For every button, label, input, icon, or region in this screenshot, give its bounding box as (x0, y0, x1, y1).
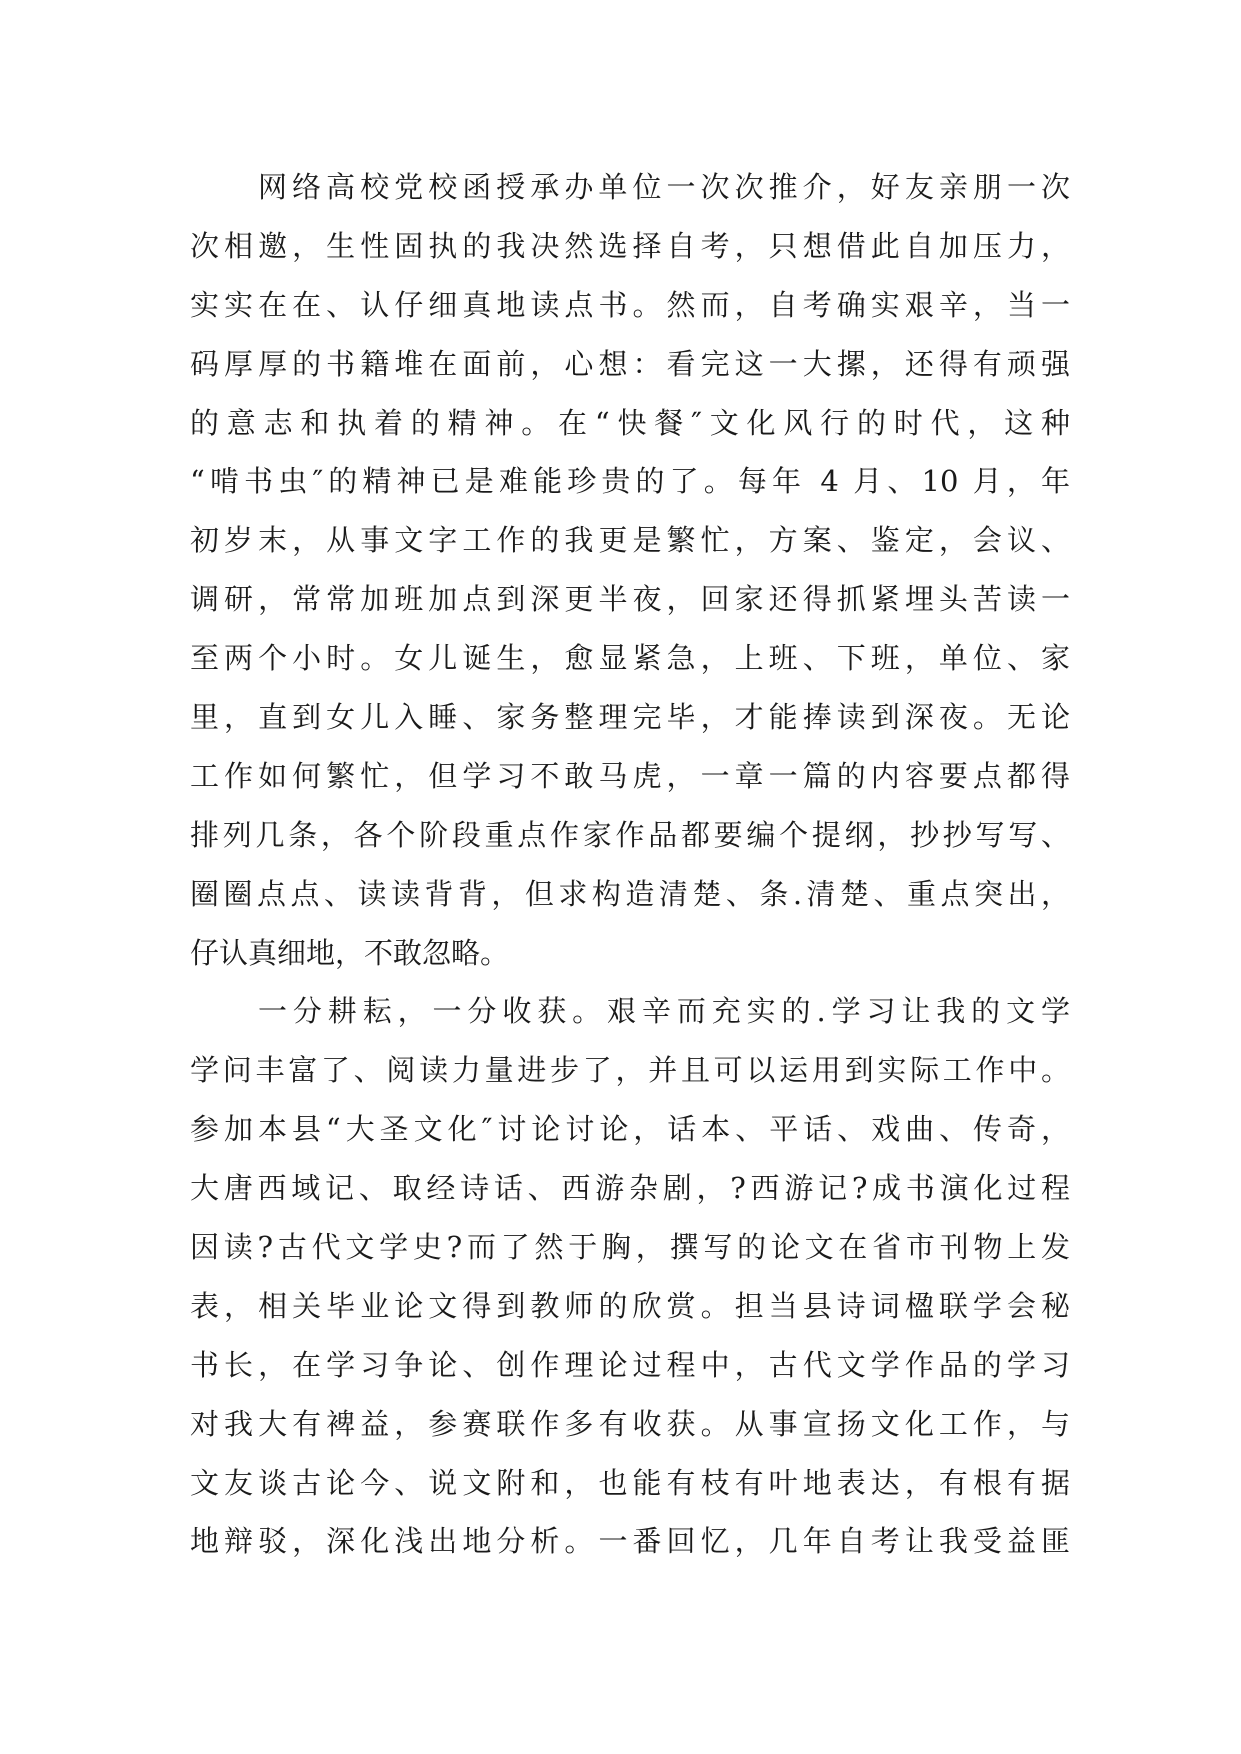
text-line: 次相邀，生性固执的我决然选择自考，只想借此自加压力， (190, 228, 1070, 263)
text-line: 学问丰富了、阅读力量进步了，并且可以运用到实际工作中。 (190, 1053, 1070, 1088)
text-line: 初岁末，从事文字工作的我更是繁忙，方案、鉴定，会议、 (190, 523, 1070, 558)
text-line: 书长，在学习争论、创作理论过程中，古代文学作品的学习 (190, 1347, 1070, 1382)
text-line: 调研，常常加班加点到深更半夜，回家还得抓紧埋头苦读一 (190, 582, 1070, 617)
text-line: 网络高校党校函授承办单位一次次推介，好友亲朋一次 (258, 170, 1070, 204)
text-line: 表，相关毕业论文得到教师的欣赏。担当县诗词楹联学会秘 (190, 1288, 1070, 1323)
text-line: 工作如何繁忙，但学习不敢马虎，一章一篇的内容要点都得 (190, 758, 1070, 793)
text-line: 参加本县“大圣文化″讨论讨论，话本、平话、戏曲、传奇， (190, 1112, 1070, 1147)
text-line: 地辩驳，深化浅出地分析。一番回忆，几年自考让我受益匪 (190, 1524, 1070, 1559)
text-line: 圈圈点点、读读背背，但求构造清楚、条.清楚、重点突出， (190, 876, 1070, 911)
text-line: 仔认真细地，不敢忽略。 (190, 935, 510, 970)
text-line: 码厚厚的书籍堆在面前，心想：看完这一大摞，还得有顽强 (190, 346, 1070, 381)
text-line: “啃书虫″的精神已是难能珍贵的了。每年 4 月、10 月，年 (190, 464, 1070, 499)
text-line: 对我大有裨益，参赛联作多有收获。从事宣扬文化工作，与 (190, 1406, 1070, 1441)
text-line: 实实在在、认仔细真地读点书。然而，自考确实艰辛，当一 (190, 287, 1070, 322)
text-line: 里，直到女儿入睡、家务整理完毕，才能捧读到深夜。无论 (190, 700, 1070, 735)
text-line: 排列几条，各个阶段重点作家作品都要编个提纲，抄抄写写、 (190, 817, 1070, 852)
text-line: 大唐西域记、取经诗话、西游杂剧，?西游记?成书演化过程 (190, 1171, 1070, 1206)
text-line: 文友谈古论今、说文附和，也能有枝有叶地表达，有根有据 (190, 1465, 1070, 1500)
text-line: 一分耕耘，一分收获。艰辛而充实的.学习让我的文学 (258, 994, 1070, 1029)
text-line: 至两个小时。女儿诞生，愈显紧急，上班、下班，单位、家 (190, 641, 1070, 676)
text-line: 因读?古代文学史?而了然于胸，撰写的论文在省市刊物上发 (190, 1230, 1070, 1265)
text-line: 的意志和执着的精神。在“快餐″文化风行的时代，这种 (190, 405, 1070, 440)
paragraph-1 (190, 158, 1070, 982)
body-text (190, 158, 1070, 1571)
paragraph-2 (190, 982, 1070, 1571)
